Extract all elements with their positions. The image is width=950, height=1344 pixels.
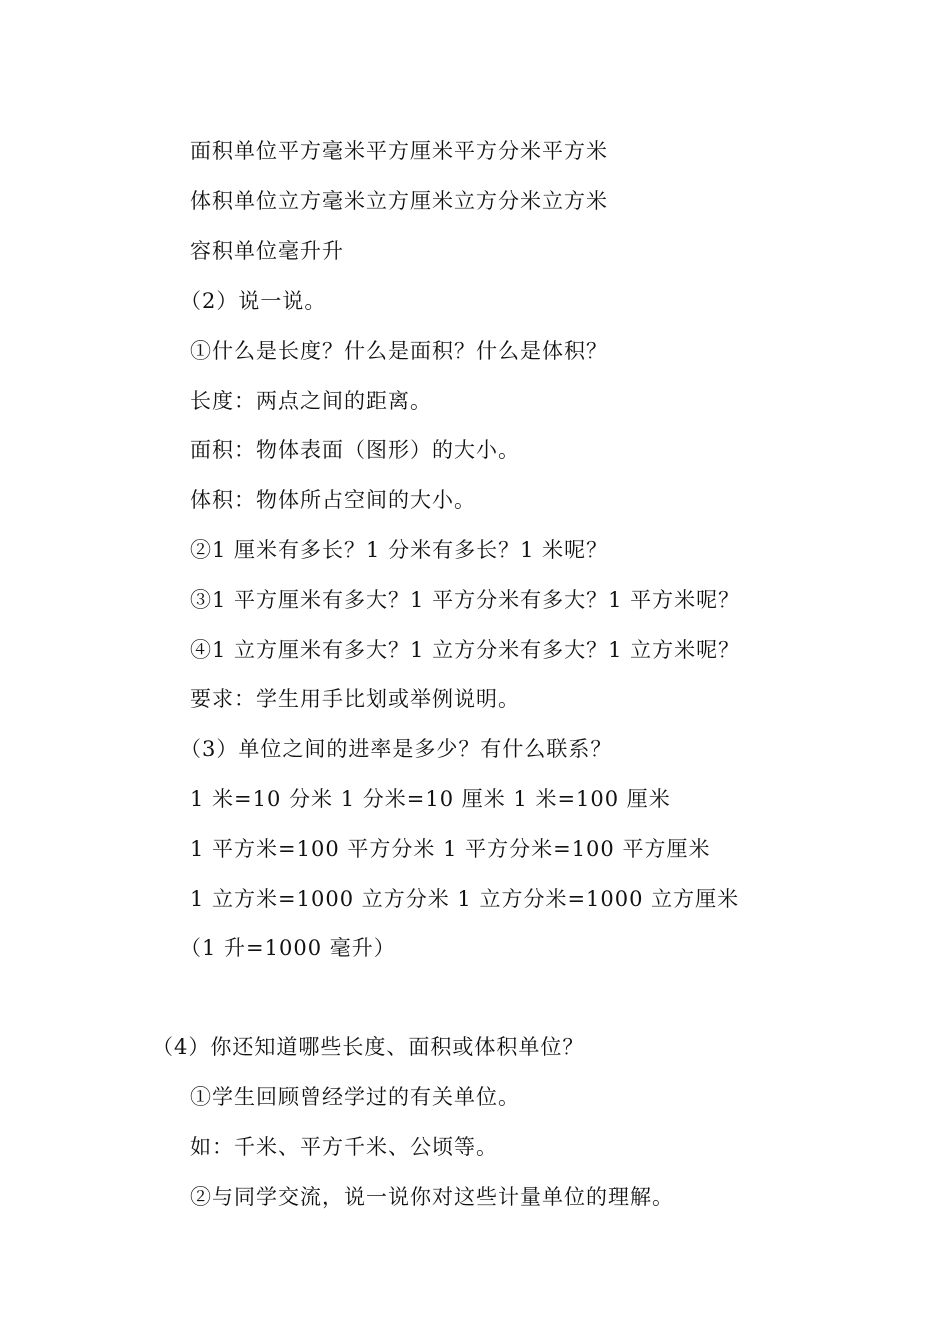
question-2-line: ②1 厘米有多长？1 分米有多长？1 米呢？ <box>190 538 609 562</box>
capacity-units-line: 容积单位毫升升 <box>190 239 344 263</box>
area-units-line: 面积单位平方毫米平方厘米平方分米平方米 <box>190 139 608 163</box>
question-4-line: ④1 立方厘米有多大？1 立方分米有多大？1 立方米呢？ <box>190 638 741 662</box>
section-3-heading: （3）单位之间的进率是多少？有什么联系？ <box>180 737 613 761</box>
volume-definition: 体积：物体所占空间的大小。 <box>190 488 476 512</box>
length-rate-line: 1 米=10 分米 1 分米=10 厘米 1 米=100 厘米 <box>190 787 671 811</box>
question-1-line: ①什么是长度？什么是面积？什么是体积？ <box>190 339 608 363</box>
area-rate-line: 1 平方米=100 平方分米 1 平方分米=100 平方厘米 <box>190 837 711 861</box>
examples-line: 如：千米、平方千米、公顷等。 <box>190 1135 498 1159</box>
capacity-rate-line: （1 升=1000 毫升） <box>180 936 396 960</box>
section-4-heading: （4）你还知道哪些长度、面积或体积单位？ <box>152 1035 585 1059</box>
volume-rate-line: 1 立方米=1000 立方分米 1 立方分米=1000 立方厘米 <box>190 887 740 911</box>
discussion-line: ②与同学交流，说一说你对这些计量单位的理解。 <box>190 1185 674 1209</box>
area-definition: 面积：物体表面（图形）的大小。 <box>190 438 520 462</box>
review-line: ①学生回顾曾经学过的有关单位。 <box>190 1085 520 1109</box>
question-3-line: ③1 平方厘米有多大？1 平方分米有多大？1 平方米呢？ <box>190 588 741 612</box>
volume-units-line: 体积单位立方毫米立方厘米立方分米立方米 <box>190 189 608 213</box>
requirement-line: 要求：学生用手比划或举例说明。 <box>190 687 520 711</box>
section-2-heading: （2）说一说。 <box>180 289 327 313</box>
length-definition: 长度：两点之间的距离。 <box>190 389 432 413</box>
